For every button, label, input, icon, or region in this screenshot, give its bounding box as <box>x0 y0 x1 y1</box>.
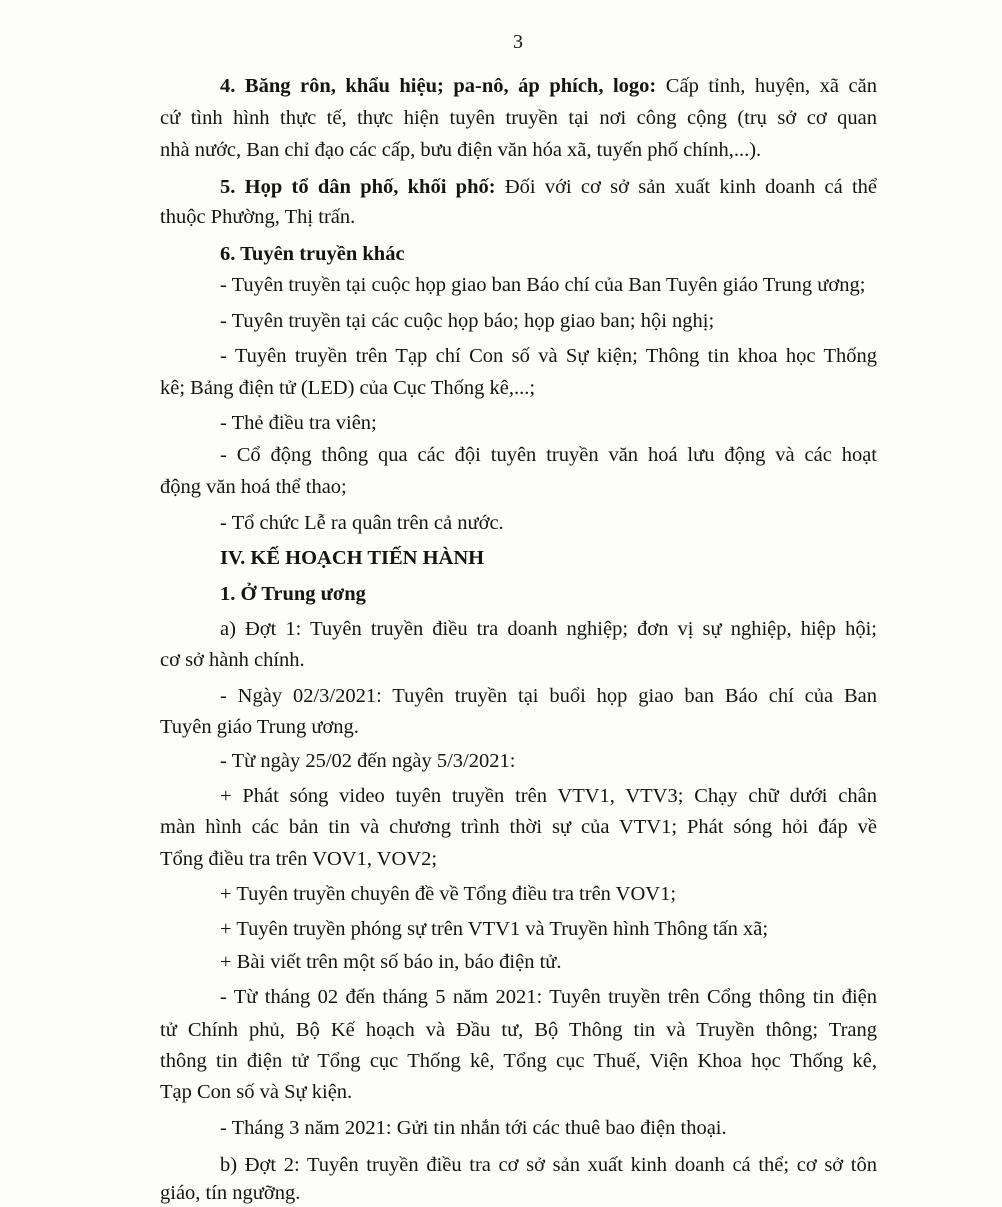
list-item-continued: tử Chính phủ, Bộ Kế hoạch và Đầu tư, Bộ Thông tin và Truyền thông; Trang <box>160 1019 877 1041</box>
list-item: - Từ tháng 02 đến tháng 5 năm 2021: Tuyên truyền trên Cổng thông tin điện <box>220 986 877 1008</box>
phase-2-line-2: giáo, tín ngưỡng. <box>160 1182 301 1204</box>
list-item: - Thẻ điều tra viên; <box>220 412 377 434</box>
page-number: 3 <box>513 31 523 53</box>
list-item: + Phát sóng video tuyên truyền trên VTV1, VTV3; Chạy chữ dưới chân <box>220 785 877 807</box>
section-5-heading: 5. Họp tổ dân phố, khối phố: <box>220 176 496 198</box>
list-item: - Ngày 02/3/2021: Tuyên truyền tại buổi họp giao ban Báo chí của Ban <box>220 685 877 707</box>
section-4-line-3: nhà nước, Ban chỉ đạo các cấp, bưu điện văn hóa xã, tuyến phố chính,...). <box>160 139 762 161</box>
section-6-heading: 6. Tuyên truyền khác <box>220 243 405 265</box>
list-item: + Tuyên truyền chuyên đề về Tổng điều tra trên VOV1; <box>220 883 677 905</box>
list-item: - Từ ngày 25/02 đến ngày 5/3/2021: <box>220 750 516 772</box>
list-item-continued: màn hình các bản tin và chương trình thời sự của VTV1; Phát sóng hỏi đáp về <box>160 816 877 838</box>
phase-2-line-1: b) Đợt 2: Tuyên truyền điều tra cơ sở sản xuất kinh doanh cá thể; cơ sở tôn <box>220 1154 877 1176</box>
section-4-line-2: cứ tình hình thực tế, thực hiện tuyên truyền tại nơi công cộng (trụ sở cơ quan <box>160 107 877 129</box>
section-4-heading: 4. Băng rôn, khẩu hiệu; pa-nô, áp phích, logo: <box>220 75 657 97</box>
list-item: - Tuyên truyền tại các cuộc họp báo; họp giao ban; hội nghị; <box>220 310 715 332</box>
subsection-1-heading: 1. Ở Trung ương <box>220 583 366 605</box>
section-iv-heading: IV. KẾ HOẠCH TIẾN HÀNH <box>220 547 485 569</box>
section-5-line-2: thuộc Phường, Thị trấn. <box>160 206 356 228</box>
section-4-line-1 <box>220 72 877 100</box>
list-item-continued: kê; Bảng điện tử (LED) của Cục Thống kê,...; <box>160 377 536 399</box>
list-item-continued: Tạp Con số và Sự kiện. <box>160 1081 353 1103</box>
list-item: - Tổ chức Lễ ra quân trên cả nước. <box>220 512 504 534</box>
phase-1-line-2: cơ sở hành chính. <box>160 649 305 671</box>
list-item: - Cổ động thông qua các đội tuyên truyền văn hoá lưu động và các hoạt <box>220 444 877 466</box>
list-item: - Tuyên truyền tại cuộc họp giao ban Báo chí của Ban Tuyên giáo Trung ương; <box>220 274 866 296</box>
section-5-line-1 <box>220 173 877 201</box>
list-item-continued: thông tin điện tử Tổng cục Thống kê, Tổng cục Thuế, Viện Khoa học Thống kê, <box>160 1050 877 1072</box>
list-item: - Tháng 3 năm 2021: Gửi tin nhắn tới các thuê bao điện thoại. <box>220 1117 727 1139</box>
list-item: - Tuyên truyền trên Tạp chí Con số và Sự kiện; Thông tin khoa học Thống <box>220 345 877 367</box>
list-item-continued: Tổng điều tra trên VOV1, VOV2; <box>160 848 438 870</box>
section-5-text: Đối với cơ sở sản xuất kinh doanh cá thể <box>495 176 878 198</box>
section-4-text: Cấp tỉnh, huyện, xã căn <box>656 75 877 97</box>
phase-1-line-1: a) Đợt 1: Tuyên truyền điều tra doanh nghiệp; đơn vị sự nghiệp, hiệp hội; <box>220 618 877 640</box>
list-item: + Bài viết trên một số báo in, báo điện tử. <box>220 951 562 973</box>
list-item: + Tuyên truyền phóng sự trên VTV1 và Truyền hình Thông tấn xã; <box>220 918 769 940</box>
list-item-continued: Tuyên giáo Trung ương. <box>160 716 359 738</box>
list-item-continued: động văn hoá thể thao; <box>160 476 347 498</box>
